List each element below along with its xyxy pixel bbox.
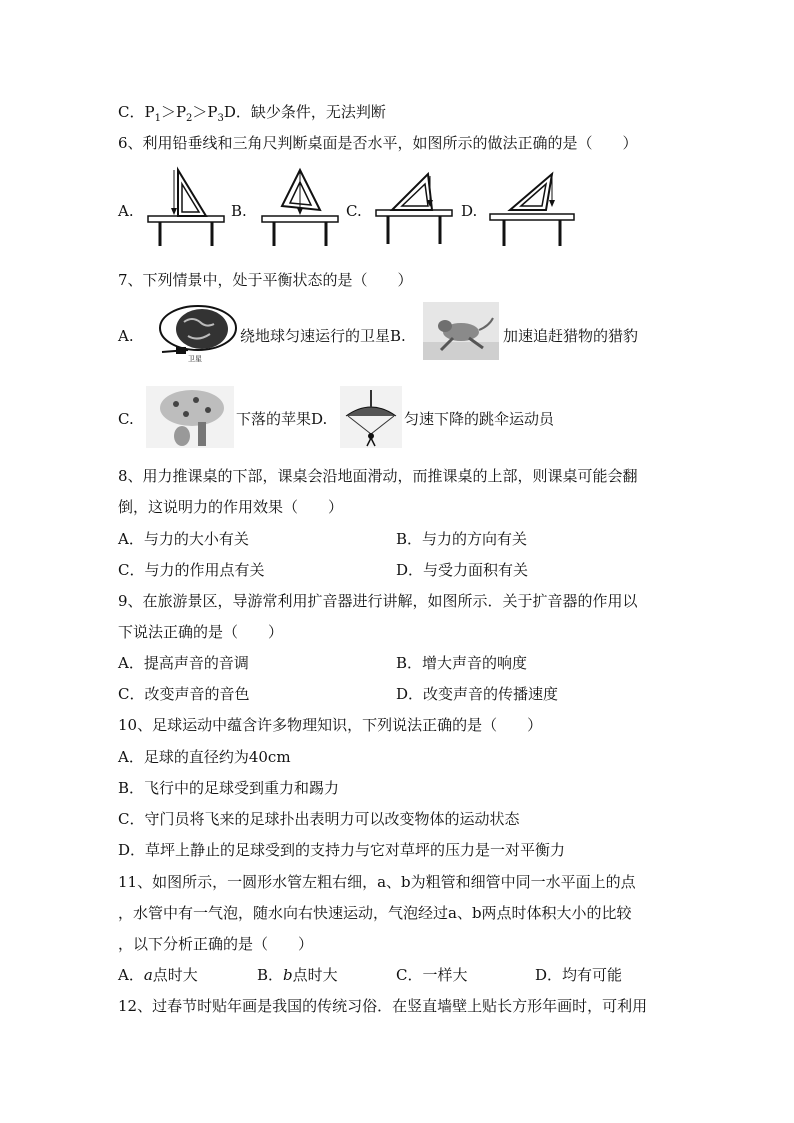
q5-option-c: C．$P_1>P_2>P_3$ xyxy=(118,103,224,124)
q7-label-a: A. xyxy=(118,327,134,345)
q11-stem-line1: 11、如图所示，一圆形水管左粗右细，a、b为粗管和细管中同一水平面上的点 xyxy=(118,873,636,891)
q5-options xyxy=(118,102,386,129)
q7-text-c: 下落的苹果D. xyxy=(236,410,328,428)
q11-stem-line2: ，水管中有一气泡，随水向右快速运动，气泡经过a、b两点时体积大小的比较 xyxy=(118,904,632,922)
q12-stem: 12、过春节时贴年画是我国的传统习俗．在竖直墙壁上贴长方形年画时，可利用 xyxy=(118,997,648,1015)
q11-option-b: B．b点时大 xyxy=(257,966,338,984)
q7-apple-image xyxy=(146,386,234,448)
q10-option-d: D．草坪上静止的足球受到的支持力与它对草坪的压力是一对平衡力 xyxy=(118,841,566,859)
q5-option-d: D．缺少条件，无法判断 xyxy=(223,103,386,121)
q7-satellite-image xyxy=(148,302,240,364)
q10-option-a: A．足球的直径约为40cm xyxy=(118,748,291,766)
q11-option-c: C．一样大 xyxy=(396,966,468,984)
q7-text-a: 绕地球匀速运行的卫星B. xyxy=(240,327,406,345)
q8-option-b: B．与力的方向有关 xyxy=(396,530,528,548)
q10-option-c: C．守门员将飞来的足球扑出表明力可以改变物体的运动状态 xyxy=(118,810,520,828)
satellite-tag: 卫星 xyxy=(188,355,202,363)
q8-stem-line1: 8、用力推课桌的下部，课桌会沿地面滑动，而推课桌的上部，则课桌可能会翻 xyxy=(118,467,638,485)
q7-parachute-image xyxy=(340,386,402,448)
q6-label-d: D. xyxy=(461,202,478,220)
q6-stem: 6、利用铅垂线和三角尺判断桌面是否水平，如图所示的做法正确的是（ ） xyxy=(118,134,638,152)
q7-stem: 7、下列情景中，处于平衡状态的是（ ） xyxy=(118,271,413,289)
q8-option-d: D．与受力面积有关 xyxy=(396,561,529,579)
q9-option-d: D．改变声音的传播速度 xyxy=(396,685,559,703)
q6-figure-b xyxy=(258,166,342,248)
q11-option-d: D．均有可能 xyxy=(535,966,623,984)
q8-option-a: A．与力的大小有关 xyxy=(118,530,249,548)
q6-label-a: A. xyxy=(118,202,134,220)
q9-stem-line1: 9、在旅游景区，导游常利用扩音器进行讲解，如图所示．关于扩音器的作用以 xyxy=(118,592,638,610)
q9-option-a: A．提高声音的音调 xyxy=(118,654,249,672)
q6-label-c: C. xyxy=(346,202,362,220)
q8-option-c: C．与力的作用点有关 xyxy=(118,561,265,579)
q9-option-c: C．改变声音的音色 xyxy=(118,685,250,703)
q10-stem: 10、足球运动中蕴含许多物理知识，下列说法正确的是（ ） xyxy=(118,716,543,734)
q7-text-d: 匀速下降的跳伞运动员 xyxy=(404,410,555,428)
q8-stem-line2: 倒，这说明力的作用效果（ ） xyxy=(118,498,344,516)
q7-label-c: C. xyxy=(118,410,134,428)
q6-figure-d xyxy=(488,166,578,248)
q9-stem-line2: 下说法正确的是（ ） xyxy=(118,623,284,641)
q9-option-b: B．增大声音的响度 xyxy=(396,654,528,672)
q6-label-b: B. xyxy=(231,202,247,220)
q6-figure-a xyxy=(144,166,228,248)
q7-cheetah-image xyxy=(423,302,499,360)
q10-option-b: B．飞行中的足球受到重力和踢力 xyxy=(118,779,340,797)
q6-figure-c xyxy=(372,166,456,248)
q11-option-a: A．a点时大 xyxy=(118,966,198,984)
q11-stem-line3: ，以下分析正确的是（ ） xyxy=(118,935,314,953)
q7-text-b: 加速追赶猎物的猎豹 xyxy=(503,327,639,345)
